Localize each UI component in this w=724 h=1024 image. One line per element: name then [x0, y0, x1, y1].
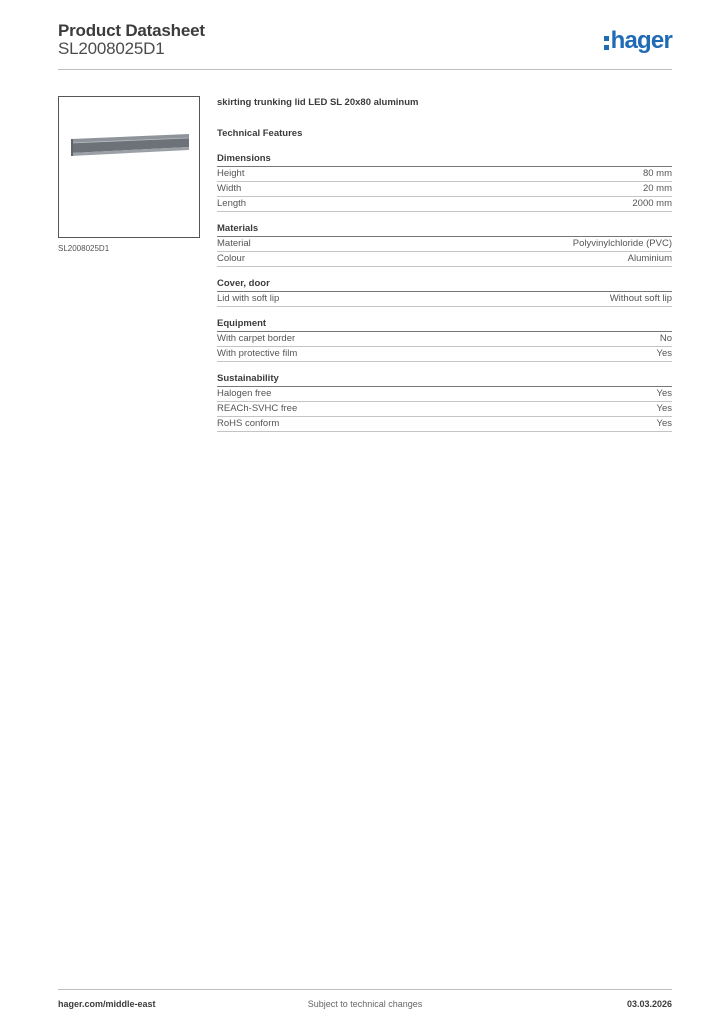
spec-value: No	[659, 333, 672, 344]
spec-row	[217, 167, 672, 182]
section-title: Sustainability	[217, 372, 672, 387]
spec-section	[217, 317, 672, 362]
spec-label: Halogen free	[217, 388, 272, 399]
spec-label: With carpet border	[217, 333, 296, 344]
section-title: Cover, door	[217, 277, 672, 292]
spec-label: Width	[217, 183, 242, 194]
spec-value: 20 mm	[642, 183, 672, 194]
spec-label: Length	[217, 198, 247, 209]
spec-value: Yes	[656, 348, 672, 359]
spec-section	[217, 372, 672, 432]
spec-row	[217, 402, 672, 417]
spec-label: Colour	[217, 253, 245, 264]
spec-label: Height	[217, 168, 245, 179]
spec-value: Yes	[656, 403, 672, 414]
document-title: Product Datasheet	[58, 21, 205, 40]
footer-note: Subject to technical changes	[307, 999, 423, 1009]
spec-row	[217, 252, 672, 267]
section-title: Dimensions	[217, 152, 672, 167]
spec-row	[217, 387, 672, 402]
spec-value: Polyvinylchloride (PVC)	[572, 238, 672, 249]
trunking-lid-illustration	[59, 97, 199, 237]
logo-dots-icon	[604, 30, 610, 50]
spec-label: Lid with soft lip	[217, 293, 280, 304]
spec-label: With protective film	[217, 348, 298, 359]
product-image	[58, 96, 200, 238]
spec-row	[217, 182, 672, 197]
spec-value: Yes	[656, 388, 672, 399]
hager-logo	[604, 27, 672, 55]
technical-features-heading: Technical Features	[217, 128, 303, 139]
section-title: Materials	[217, 222, 672, 237]
spec-row	[217, 292, 672, 307]
spec-value: Aluminium	[627, 253, 672, 264]
page-header	[58, 21, 672, 70]
spec-row	[217, 332, 672, 347]
spec-section	[217, 222, 672, 267]
footer-date: 03.03.2026	[626, 999, 672, 1009]
spec-value: Yes	[656, 418, 672, 429]
image-caption: SL2008025D1	[58, 244, 110, 253]
logo-text: hager	[610, 27, 672, 54]
spec-value: 2000 mm	[632, 198, 672, 209]
datasheet-content	[217, 96, 672, 442]
spec-section	[217, 152, 672, 212]
spec-row	[217, 417, 672, 432]
spec-sections	[217, 152, 672, 432]
spec-row	[217, 347, 672, 362]
page-footer	[58, 989, 672, 1014]
product-code: SL2008025D1	[58, 39, 165, 58]
spec-row	[217, 237, 672, 252]
spec-label: RoHS conform	[217, 418, 280, 429]
spec-value: Without soft lip	[609, 293, 672, 304]
section-title: Equipment	[217, 317, 672, 332]
spec-section	[217, 277, 672, 307]
spec-value: 80 mm	[642, 168, 672, 179]
spec-label: Material	[217, 238, 251, 249]
footer-website: hager.com/middle-east	[58, 999, 156, 1009]
spec-row	[217, 197, 672, 212]
spec-label: REACh-SVHC free	[217, 403, 298, 414]
product-description: skirting trunking lid LED SL 20x80 aluminum	[217, 97, 419, 108]
